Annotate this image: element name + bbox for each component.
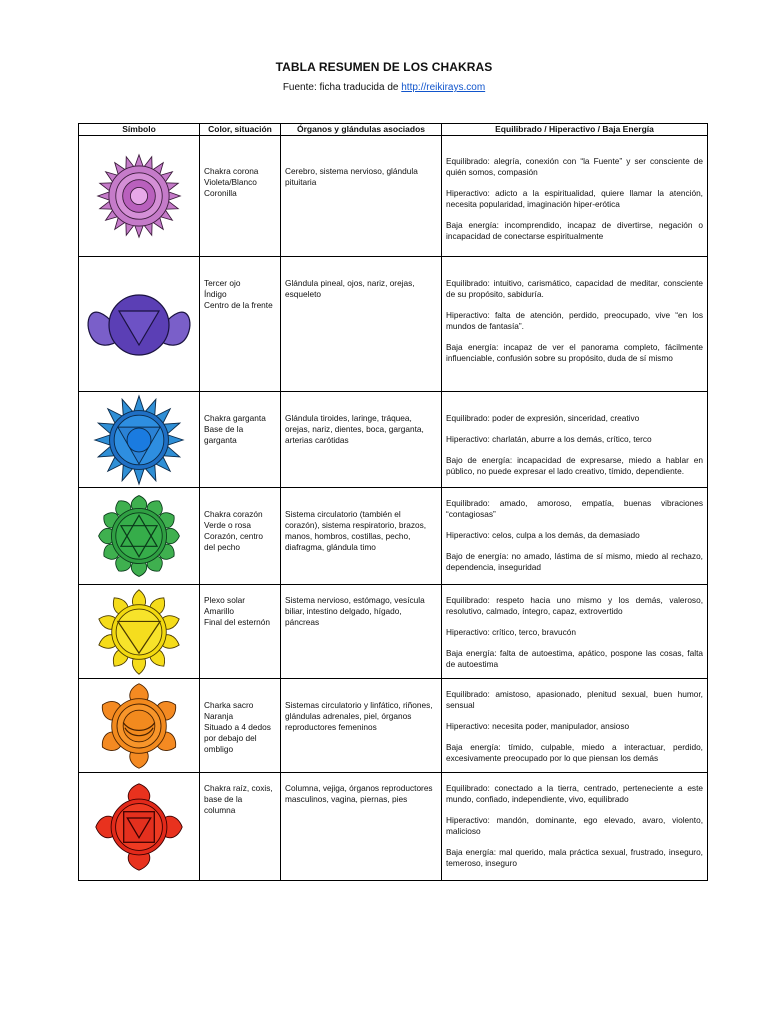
third-eye-chakra-icon [84, 289, 194, 359]
table-row [79, 392, 708, 488]
balance-cell [442, 585, 708, 679]
source-prefix: Fuente: ficha traducida de [282, 82, 402, 93]
header-balance: Equilibrado / Hiperactivo / Baja Energía [442, 124, 708, 136]
overactive-text: Hiperactivo: charlatán, aburre a los demás, crítico, terco [446, 434, 652, 444]
color-line: base de la [204, 794, 243, 804]
balance-cell [442, 679, 708, 773]
balanced-text: Equilibrado: amistoso, apasionado, plenitud sexual, buen humor, sensual [446, 689, 703, 710]
low-energy-text: Bajo de energía: incapacidad de expresarse, miedo a hablar en público, no puede expresar el lado creativo, tímido, dependiente. [446, 455, 703, 476]
header-symbol: Símbolo [79, 124, 200, 136]
table-header-row [79, 124, 708, 136]
symbol-cell [79, 679, 200, 773]
balance-cell [442, 773, 708, 881]
color-line: Chakra garganta [204, 413, 266, 423]
overactive-text: Hiperactivo: celos, culpa a los demás, da demasiado [446, 530, 640, 540]
balanced-text: Equilibrado: poder de expresión, sinceridad, creativo [446, 413, 640, 423]
table-row [79, 136, 708, 257]
chakra-table [78, 123, 708, 881]
organs-cell: Glándula tiroides, laringe, tráquea, orejas, nariz, dientes, boca, garganta, arterias carótidas [281, 392, 442, 488]
organs-cell: Cerebro, sistema nervioso, glándula pituitaria [281, 136, 442, 257]
color-line: Chakra corona [204, 166, 259, 176]
table-row [79, 257, 708, 392]
sacral-chakra-icon [94, 682, 184, 770]
root-chakra-icon [94, 782, 184, 872]
organs-cell: Glándula pineal, ojos, nariz, orejas, esqueleto [281, 257, 442, 392]
balanced-text: Equilibrado: respeto hacia uno mismo y los demás, valeroso, resolutivo, calmado, íntegro, capaz, extrovertido [446, 595, 703, 616]
overactive-text: Hiperactivo: mandón, dominante, ego elevado, avaro, violento, malicioso [446, 815, 703, 836]
low-energy-text: Baja energía: incomprendido, incapaz de divertirse, negación o incapacidad de conectarse espiritualmente [446, 220, 703, 241]
source-line [0, 82, 768, 93]
symbol-cell [79, 585, 200, 679]
overactive-text: Hiperactivo: necesita poder, manipulador, ansioso [446, 721, 630, 731]
table-row [79, 585, 708, 679]
color-line: Final del esternón [204, 617, 270, 627]
balance-cell [442, 392, 708, 488]
color-line: Tercer ojo [204, 278, 241, 288]
balanced-text: Equilibrado: amado, amoroso, empatía, buenas vibraciones “contagiosas” [446, 498, 703, 519]
color-line: Chakra raíz, coxis, [204, 783, 273, 793]
color-cell [200, 392, 281, 488]
organs-cell: Sistema circulatorio (también el corazón), sistema respiratorio, brazos, manos, hombros, costillas, pecho, diafragma, glándula timo [281, 488, 442, 585]
low-energy-text: Baja energía: incapaz de ver el panorama completo, fácilmente influenciable, confusión sobre su propósito, duda de sí mismo [446, 342, 703, 363]
color-line: Violeta/Blanco [204, 177, 257, 187]
color-line: Corazón, centro [204, 531, 264, 541]
color-cell [200, 585, 281, 679]
color-line: por debajo del [204, 733, 257, 743]
color-line: Índigo [204, 289, 227, 299]
low-energy-text: Baja energía: mal querido, mala práctica sexual, frustrado, inseguro, temeroso, inseguro [446, 847, 703, 868]
organs-cell: Sistemas circulatorio y linfático, riñones, glándulas adrenales, piel, órganos reproductores femeninos [281, 679, 442, 773]
table-row [79, 488, 708, 585]
balanced-text: Equilibrado: conectado a la tierra, centrado, perteneciente a este mundo, confiado, independiente, vivo, equilibrado [446, 783, 703, 804]
balanced-text: Equilibrado: alegría, conexión con “la Fuente” y ser consciente de quién somos, compasión [446, 156, 703, 177]
table-row [79, 679, 708, 773]
symbol-cell [79, 136, 200, 257]
color-line: ombligo [204, 744, 234, 754]
color-cell [200, 136, 281, 257]
overactive-text: Hiperactivo: adicto a la espiritualidad, quiere llamar la atención, necesita popularidad, imaginación hiper-erótica [446, 188, 703, 209]
overactive-text: Hiperactivo: crítico, terco, bravucón [446, 627, 577, 637]
color-line: del pecho [204, 542, 240, 552]
crown-chakra-icon [96, 153, 182, 239]
page-title: TABLA RESUMEN DE LOS CHAKRAS [275, 60, 493, 74]
symbol-cell [79, 257, 200, 392]
color-line: Charka sacro [204, 700, 254, 710]
balanced-text: Equilibrado: intuitivo, carismático, capacidad de meditar, consciente de su propósito, sabiduría. [446, 278, 703, 299]
low-energy-text: Bajo de energía: no amado, lástima de sí mismo, miedo al rechazo, dependencia, inseguridad [446, 551, 703, 572]
source-link[interactable]: http://reikirays.com [401, 82, 486, 93]
table-row [79, 773, 708, 881]
color-line: Chakra corazón [204, 509, 263, 519]
color-line: Situado a 4 dedos [204, 722, 271, 732]
color-line: Naranja [204, 711, 234, 721]
balance-cell [442, 136, 708, 257]
balance-cell [442, 257, 708, 392]
color-line: garganta [204, 435, 237, 445]
color-cell [200, 488, 281, 585]
overactive-text: Hiperactivo: falta de atención, perdido, preocupado, vive “en los mundos de fantasía”. [446, 310, 703, 331]
solar-plexus-chakra-icon [95, 588, 183, 676]
color-line: Centro de la frente [204, 300, 273, 310]
symbol-cell [79, 773, 200, 881]
color-line: Verde o rosa [204, 520, 252, 530]
color-line: Plexo solar [204, 595, 246, 605]
balance-cell [442, 488, 708, 585]
color-line: Base de la [204, 424, 244, 434]
heart-chakra-icon [96, 493, 182, 579]
header-color: Color, situación [200, 124, 281, 136]
header-organs: Órganos y glándulas asociados [281, 124, 442, 136]
low-energy-text: Baja energía: tímido, culpable, miedo a interactuar, perdido, excesivamente preocupado por lo que piensan los demás [446, 742, 703, 763]
color-cell [200, 773, 281, 881]
symbol-cell [79, 392, 200, 488]
color-line: Coronilla [204, 188, 237, 198]
color-cell [200, 257, 281, 392]
low-energy-text: Baja energía: falta de autoestima, apático, pospone las cosas, falta de autoestima [446, 648, 703, 669]
throat-chakra-icon [91, 394, 187, 486]
color-cell [200, 679, 281, 773]
organs-cell: Columna, vejiga, órganos reproductores masculinos, vagina, piernas, pies [281, 773, 442, 881]
organs-cell: Sistema nervioso, estómago, vesícula biliar, intestino delgado, hígado, páncreas [281, 585, 442, 679]
symbol-cell [79, 488, 200, 585]
color-line: Amarillo [204, 606, 234, 616]
color-line: columna [204, 805, 236, 815]
